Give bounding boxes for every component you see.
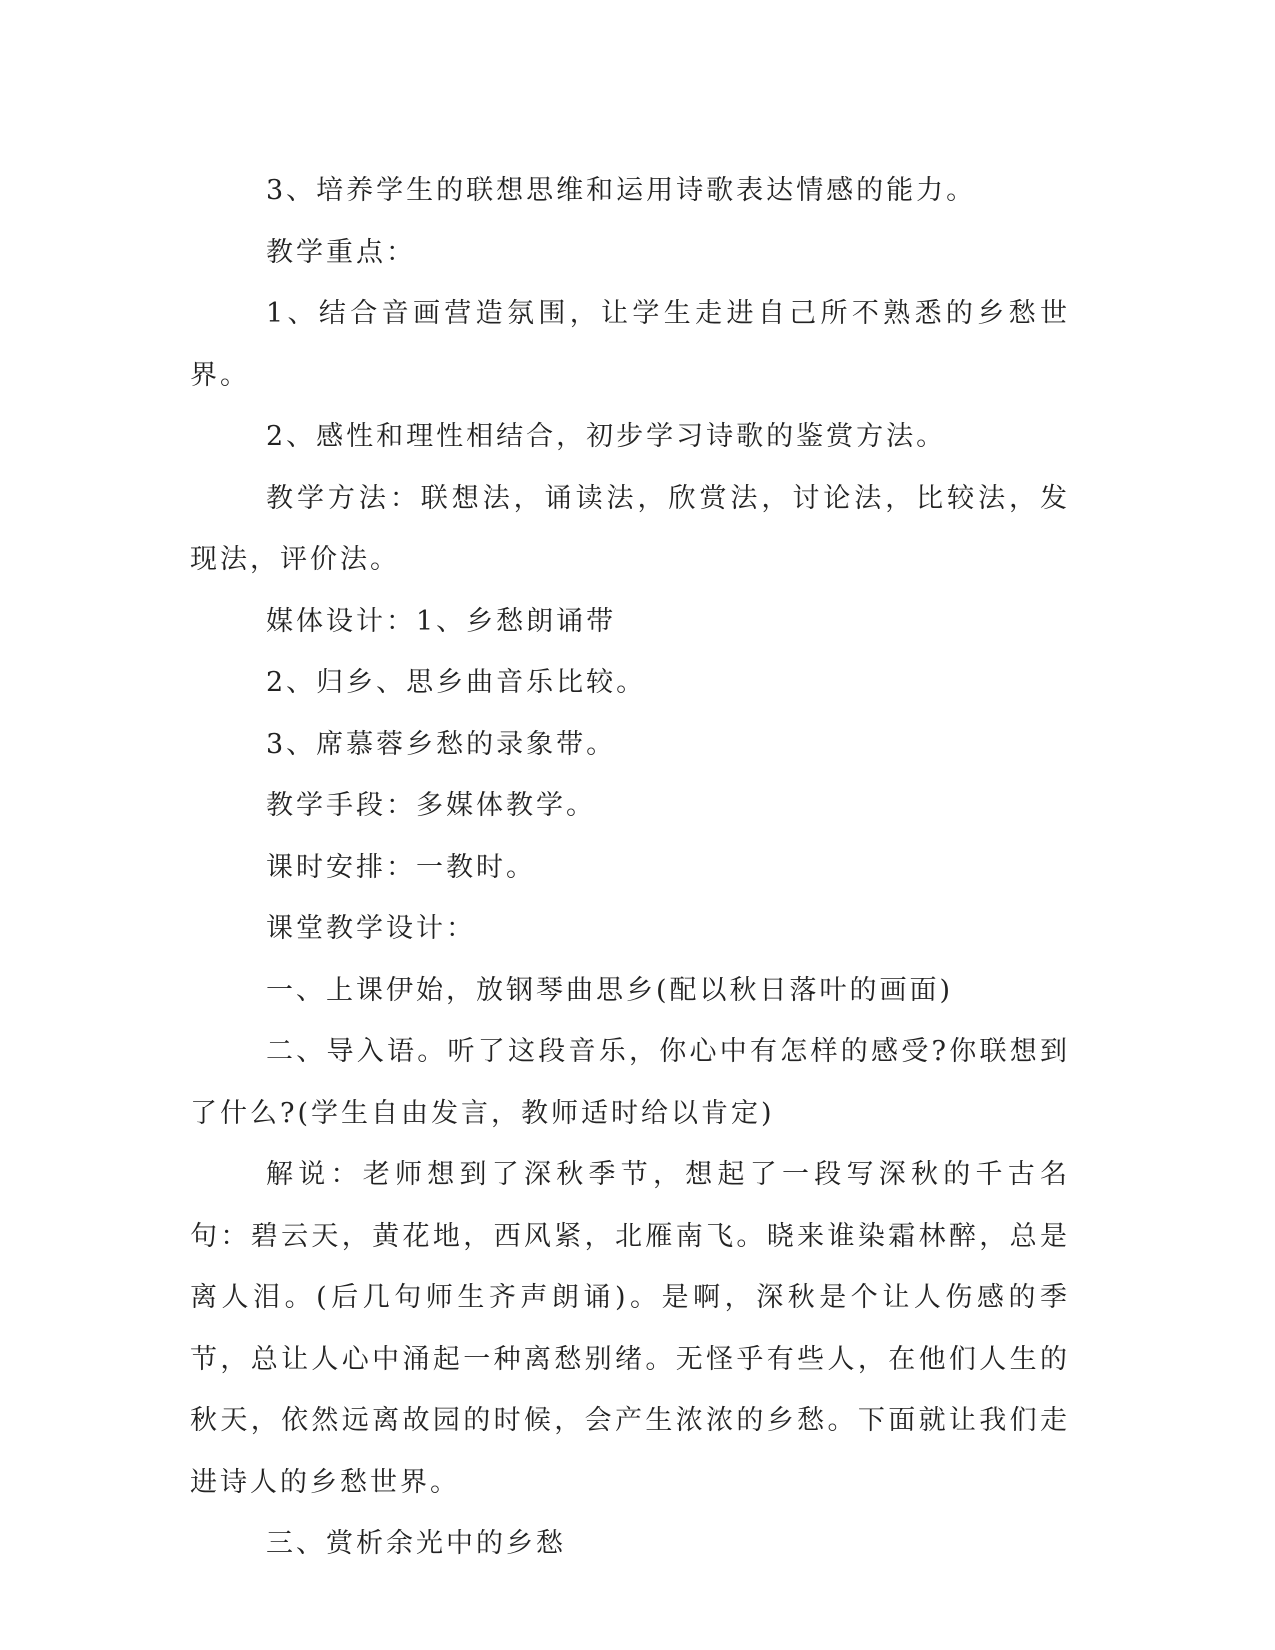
teaching-means: 教学手段：多媒体教学。 <box>266 790 596 821</box>
document-body <box>190 160 1070 1575</box>
media-design-1: 媒体设计：1、乡愁朗诵带 <box>266 605 617 637</box>
teaching-focus-heading: 教学重点： <box>266 236 416 268</box>
media-design-3: 3、席慕蓉乡愁的录象带。 <box>266 728 617 760</box>
teaching-focus-2: 2、感性和理性相结合，初步学习诗歌的鉴赏方法。 <box>266 421 947 452</box>
class-schedule: 课时安排：一教时。 <box>266 851 536 883</box>
lesson-design-heading: 课堂教学设计： <box>266 913 476 944</box>
lesson-step-3: 三、赏析余光中的乡愁 <box>266 1528 566 1559</box>
teaching-focus-1: 1、结合音画营造氛围，让学生走进自己所不熟悉的乡愁世界。 <box>190 298 1070 391</box>
lesson-step-1: 一、上课伊始，放钢琴曲思乡(配以秋日落叶的画面) <box>266 974 954 1006</box>
media-design-2: 2、归乡、思乡曲音乐比较。 <box>266 667 647 698</box>
lesson-step-2: 二、导入语。听了这段音乐，你心中有怎样的感受?你联想到了什么?(学生自由发言，教师适时给以肯定) <box>190 1036 1070 1129</box>
objective-3: 3、培养学生的联想思维和运用诗歌表达情感的能力。 <box>266 175 977 206</box>
commentary-paragraph: 解说：老师想到了深秋季节，想起了一段写深秋的千古名句：碧云天，黄花地，西风紧，北雁南飞。晓来谁染霜林醉，总是离人泪。(后几句师生齐声朗诵)。是啊，深秋是个让人伤感的季节，总让人心中涌起一种离愁别绪。无怪乎有些人，在他们人生的秋天，依然远离故园的时候，会产生浓浓的乡愁。下面就让我们走进诗人的乡愁世界。 <box>190 1159 1070 1498</box>
teaching-methods: 教学方法：联想法，诵读法，欣赏法，讨论法，比较法，发现法，评价法。 <box>190 482 1070 575</box>
